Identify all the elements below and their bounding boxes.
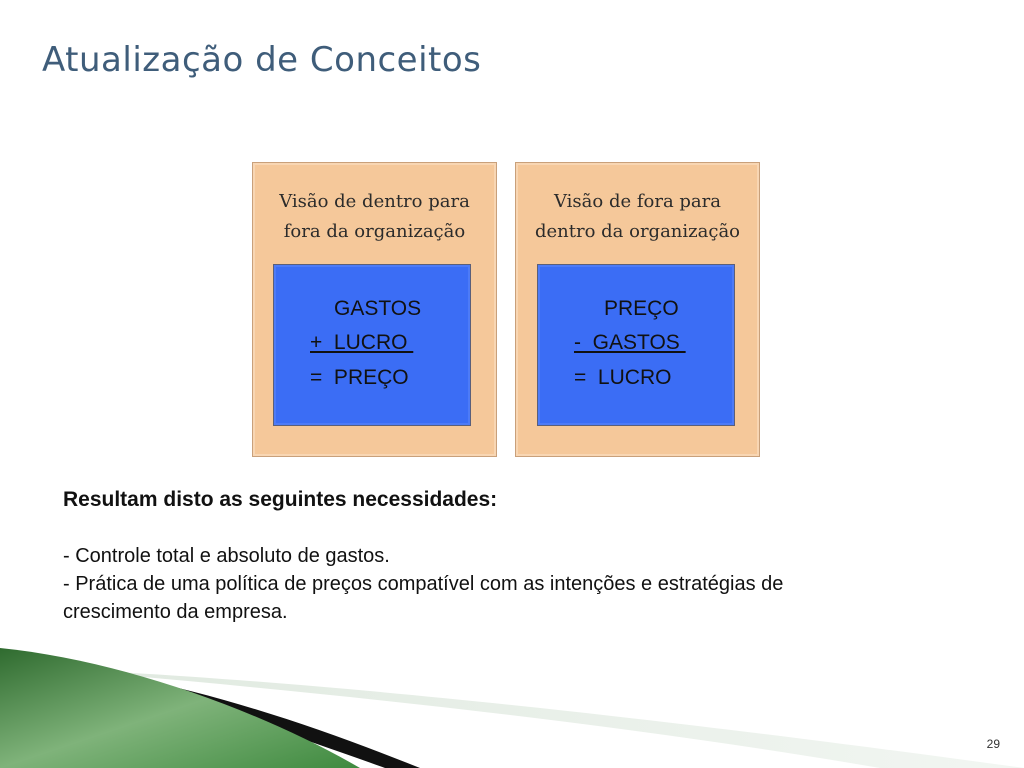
panel-heading-line: dentro da organização xyxy=(534,221,741,242)
formula-line-profit: + LUCRO xyxy=(310,331,414,354)
panel-heading-line: fora da organização xyxy=(283,221,466,242)
formula-line-costs: GASTOS xyxy=(334,297,422,320)
formula-line-price: = PREÇO xyxy=(310,366,409,389)
panel-heading-line: Visão de fora para xyxy=(553,191,721,212)
list-item: - Prática de uma política de preços compatível com as intenções e estratégias de crescimento da empresa. xyxy=(63,573,784,623)
page-number: 29 xyxy=(986,737,1000,751)
slide-title: Atualização de Conceitos xyxy=(42,40,482,80)
formula-line-price: PREÇO xyxy=(604,297,679,320)
list-item: - Controle total e absoluto de gastos. xyxy=(63,545,390,567)
formula-line-costs: - GASTOS xyxy=(574,331,686,354)
content-heading: Resultam disto as seguintes necessidades: xyxy=(63,488,498,511)
formula-line-profit: = LUCRO xyxy=(574,366,672,389)
panel-heading-line: Visão de dentro para xyxy=(279,191,470,212)
